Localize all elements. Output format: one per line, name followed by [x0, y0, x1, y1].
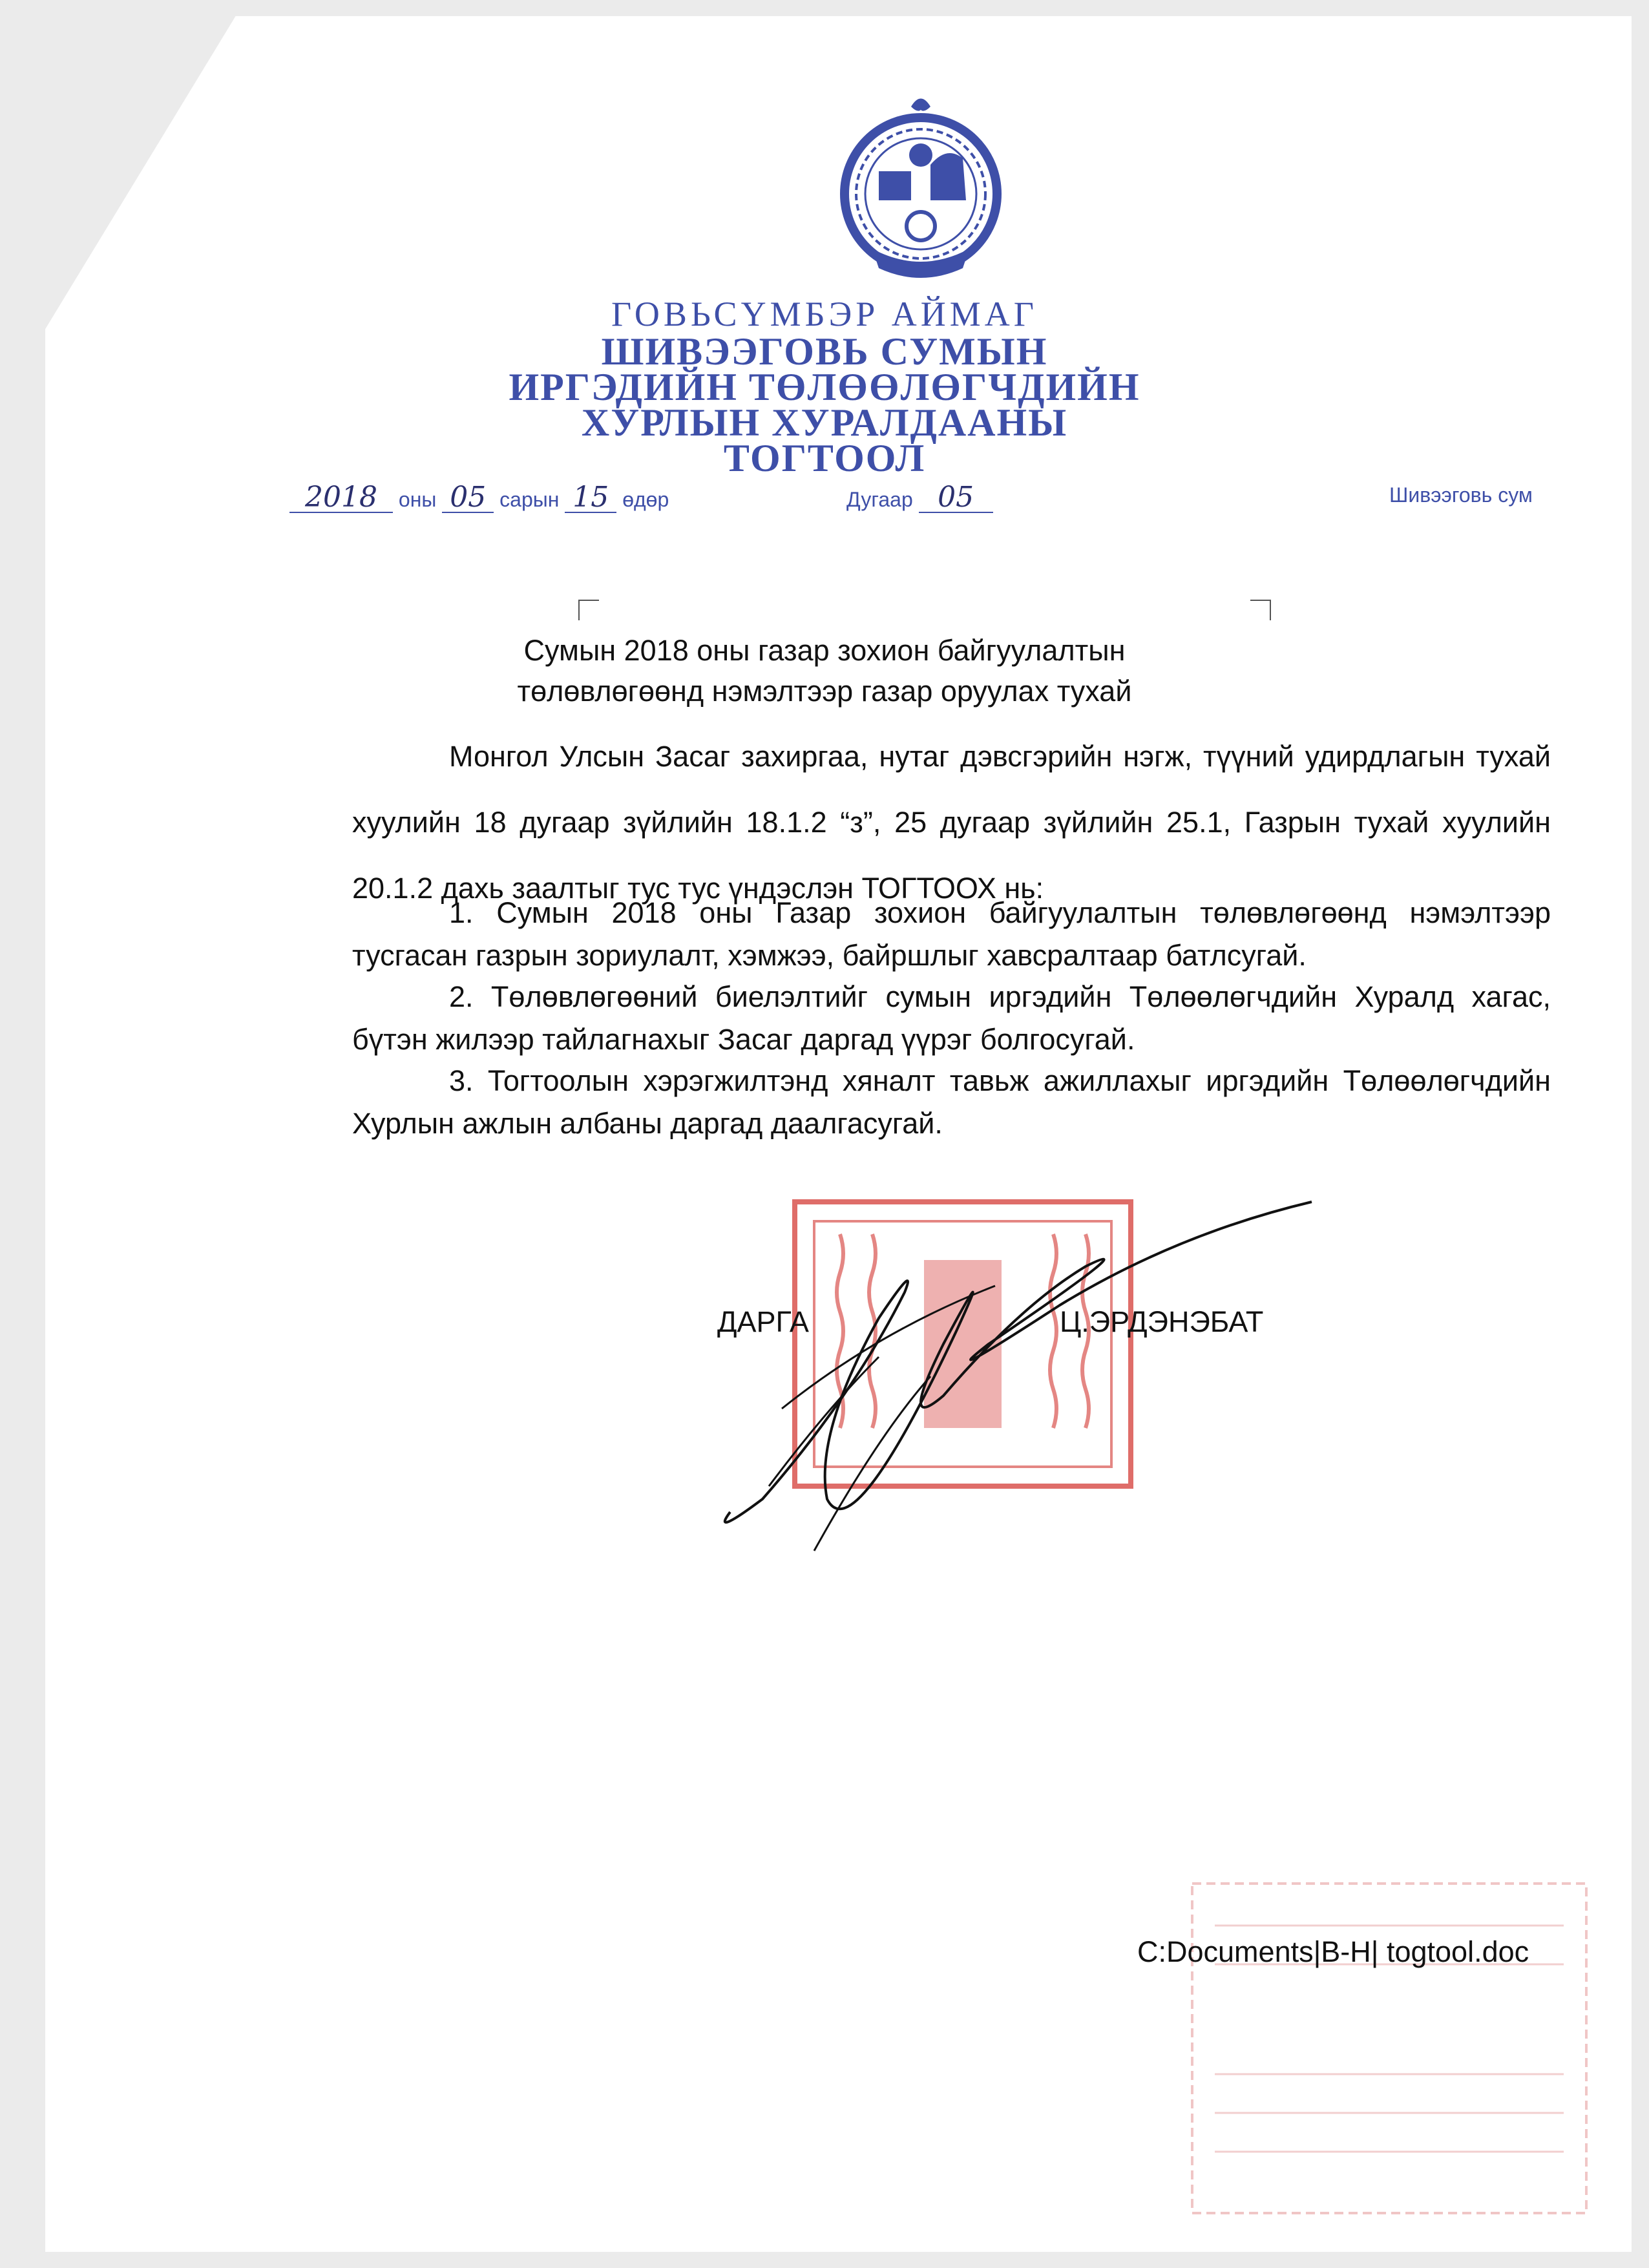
date-year-label: оны — [398, 488, 437, 511]
signatory-title: ДАРГА — [717, 1305, 809, 1338]
handwritten-signature — [685, 1163, 1331, 1583]
date-year: 2018 — [289, 483, 393, 513]
date-month-label: сарын — [499, 488, 560, 511]
signatory-name: Ц.ЭРДЭНЭБАТ — [1060, 1305, 1264, 1338]
header-council-line2: ХУРЛЫН ХУРАЛДААНЫ — [581, 401, 1068, 444]
resolution-item-3: 3. Тогтоолын хэрэгжилтэнд хяналт тавьж ажиллахыг иргэдийн Төлөөлөгчдийн Хурлын ажлын албаны даргад даалгасугай. — [352, 1064, 1551, 1140]
title-corner-left — [578, 600, 599, 620]
header-aimag: ГОВЬСҮМБЭР АЙМАГ — [611, 295, 1038, 333]
title-corner-right — [1250, 600, 1271, 620]
date-line — [289, 483, 669, 513]
resolution-item-2: 2. Төлөвлөгөөний биелэлтийг сумын иргэдийн Төлөөлөгчдийн Хуралд хагас, бүтэн жилээр тайлагнахыг Засаг даргад үүрэг болгосугай. — [352, 980, 1551, 1056]
title-line1: Сумын 2018 оны газар зохион байгуулалтын — [523, 634, 1126, 667]
header-sum: ШИВЭЭГОВЬ СУМЫН — [601, 330, 1048, 373]
header-council-line1: ИРГЭДИЙН ТӨЛӨӨЛӨГЧДИЙН — [509, 366, 1140, 408]
resolution-item-1: 1. Сумын 2018 оны Газар зохион байгуулалтын төлөвлөгөөнд нэмэлтээр тусгасан газрын зориулалт, хэмжээ, байршлыг хавсралтаар батлсугай. — [352, 896, 1551, 972]
document-title — [0, 630, 1649, 711]
file-path: C:Documents|B-H| togtool.doc — [1137, 1935, 1529, 1968]
header-doc-type: ТОГТООЛ — [723, 437, 926, 479]
intro-paragraph: Монгол Улсын Засаг захиргаа, нутаг дэвсгэрийн нэгж, түүний удирдлагын тухай хуулийн 18 дугаар зүйлийн 18.1.2 “з”, 25 дугаар зүйлийн 25.1, Газрын тухай хуулийн 20.1.2 дахь заалтыг тус тус үндэслэн ТОГТООХ нь: — [352, 740, 1551, 905]
document-number: 05 — [919, 483, 993, 513]
faint-stamp — [1189, 1880, 1590, 2216]
number-label: Дугаар — [846, 488, 913, 511]
date-day: 15 — [565, 483, 616, 513]
number-line — [846, 483, 993, 513]
date-day-label: өдөр — [622, 488, 669, 511]
date-month: 05 — [442, 483, 494, 513]
state-emblem-icon — [834, 94, 1008, 288]
place-label: Шивээговь сум — [1389, 483, 1533, 507]
title-line2: төлөвлөгөөнд нэмэлтээр газар оруулах тухай — [517, 675, 1132, 708]
